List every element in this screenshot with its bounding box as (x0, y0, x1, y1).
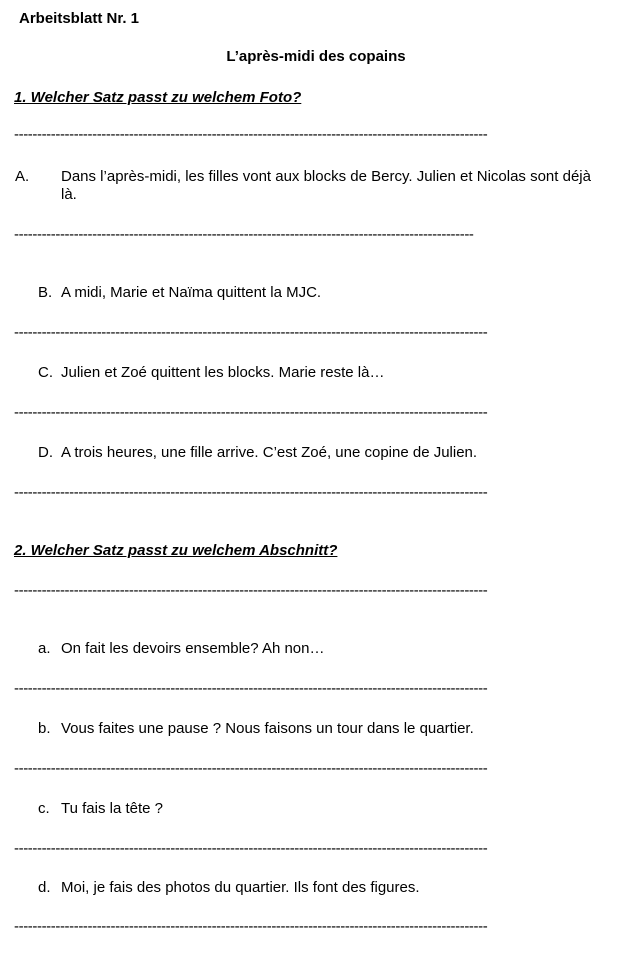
item-marker: C. (38, 364, 53, 381)
item-marker: d. (38, 879, 51, 896)
list-item-c-lower (38, 800, 163, 818)
answer-line: ------------------------------------------------------------------------------------------------------- (14, 680, 488, 697)
answer-line: ------------------------------------------------------------------------------------------------------- (14, 918, 488, 935)
item-text: Dans l’après-midi, les filles vont aux blocks de Bercy. Julien et Nicolas sont déjà là. (61, 168, 591, 203)
section-2-title: 2. Welcher Satz passt zu welchem Abschnitt? (14, 542, 338, 559)
section-1-title: 1. Welcher Satz passt zu welchem Foto? (14, 89, 302, 106)
item-text: Vous faites une pause ? Nous faisons un tour dans le quartier. (61, 720, 474, 737)
answer-line: ------------------------------------------------------------------------------------------------------- (14, 840, 488, 857)
answer-line: ------------------------------------------------------------------------------------------------------- (14, 324, 488, 341)
item-marker: c. (38, 800, 50, 817)
list-item-a-lower (38, 640, 324, 658)
list-item-a-upper (15, 168, 608, 204)
item-marker: A. (15, 168, 30, 185)
item-text: A trois heures, une fille arrive. C’est Zoé, une copine de Julien. (61, 444, 478, 461)
item-text: A midi, Marie et Naïma quittent la MJC. (61, 284, 322, 301)
item-marker: a. (38, 640, 51, 657)
answer-line: ------------------------------------------------------------------------------------------------------- (14, 760, 488, 777)
item-marker: D. (38, 444, 53, 461)
list-item-b-lower (38, 720, 474, 738)
document-title: L’après-midi des copains (226, 48, 406, 65)
item-marker: b. (38, 720, 51, 737)
answer-line: ------------------------------------------------------------------------------------------------------- (14, 126, 488, 143)
list-item-d-upper (38, 444, 477, 462)
answer-line: ------------------------------------------------------------------------------------------------------- (14, 484, 488, 501)
item-marker: B. (38, 284, 53, 301)
item-text: On fait les devoirs ensemble? Ah non… (61, 640, 325, 657)
answer-line: ------------------------------------------------------------------------------------------------------- (14, 582, 488, 599)
worksheet-label: Arbeitsblatt Nr. 1 (19, 10, 140, 27)
item-text: Moi, je fais des photos du quartier. Ils font des figures. (61, 879, 420, 896)
item-text: Tu fais la tête ? (61, 800, 163, 817)
item-text: Julien et Zoé quittent les blocks. Marie reste là… (61, 364, 385, 381)
list-item-b-upper (38, 284, 321, 302)
answer-line: ---------------------------------------------------------------------------------------------------- (14, 226, 474, 243)
list-item-d-lower (38, 879, 420, 897)
answer-line: ------------------------------------------------------------------------------------------------------- (14, 404, 488, 421)
list-item-c-upper (38, 364, 384, 382)
